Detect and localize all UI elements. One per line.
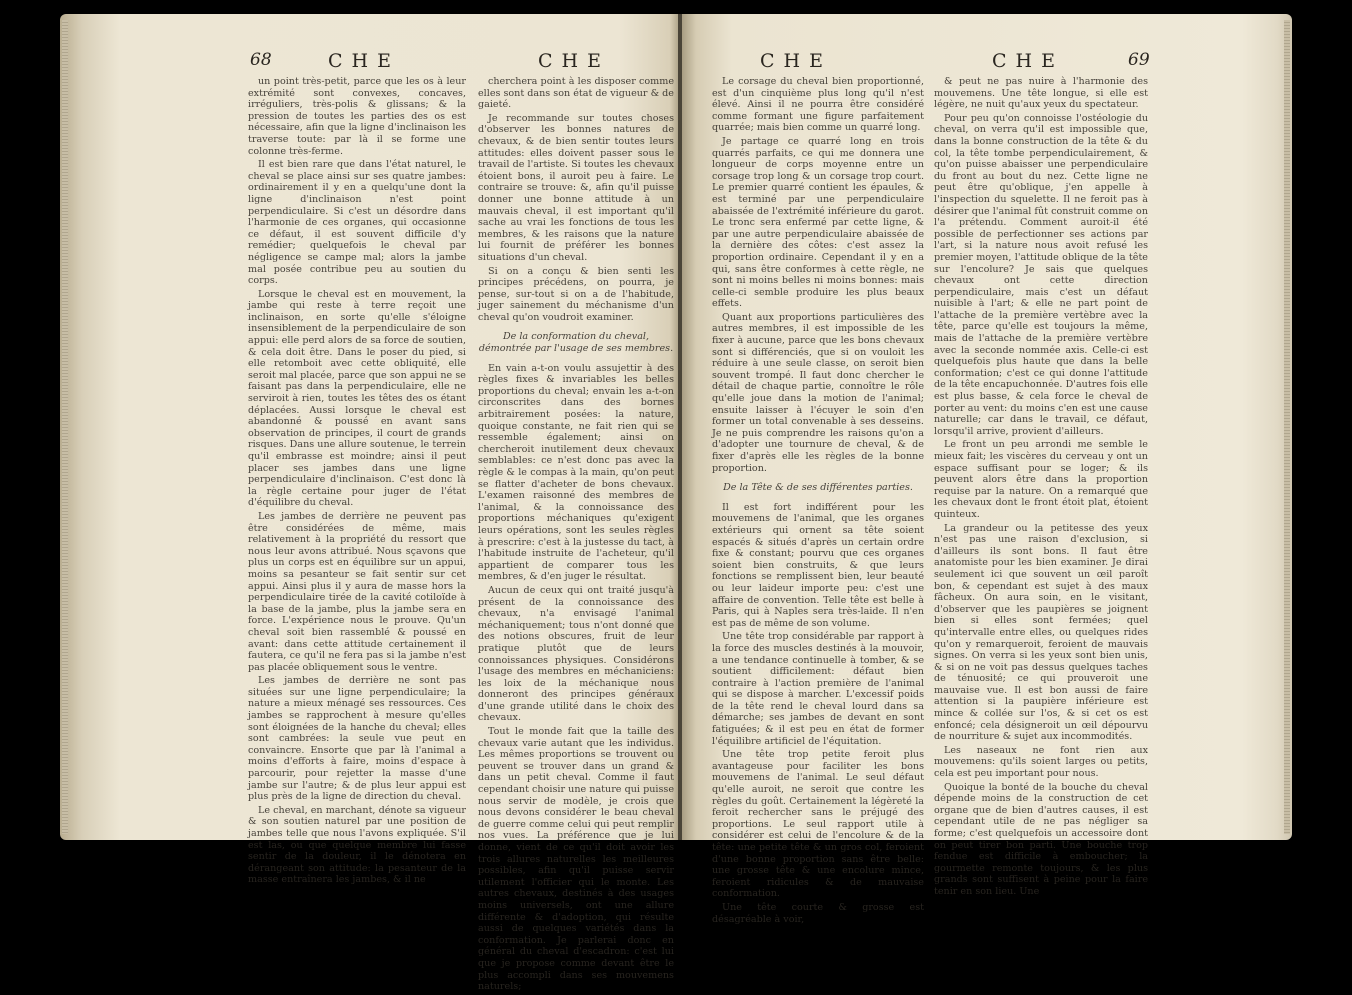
left-column-1 [248,76,466,888]
paragraph: cherchera point à les disposer comme elles sont dans son état de vigueur & de gaieté. [478,76,674,111]
paragraph: Une tête trop considérable par rapport à la force des muscles destinés à la mouvoir, a une tendance continuelle à tomber, & se soutient difficilement: défaut bien contraire à l'action première de l'animal qui se dispose à marcher. L'excessif poids de la tête rend le cheval lourd dans sa démarche; ses jambes de devant en sont fatiguées; & il est peu en état de former l'équilibre artificiel de l'équitation. [712,631,924,747]
paragraph: Une tête courte & grosse est désagréable à voir, [712,901,924,925]
paragraph: & peut ne pas nuire à l'harmonie des mouvemens. Une tête longue, si elle est légère, ne nuit qu'aux yeux du spectateur. [934,76,1148,111]
paragraph: Les jambes de derrière ne peuvent pas être considérées de même, mais relativement à la propriété du ressort que nous leur avons attribué. Nous sçavons que plus un corps est en équilibre sur un appui, moins sa pesanteur se fait sentir sur cet appui. Ainsi plus il y aura de masse hors la perpendiculaire tirée de la cavité cotiloïde à la base de la jambe, plus la jambe sera en force. L'expérience nous le prouve. Qu'un cheval soit bien rassemblé & poussé en avant: dans cette attitude certainement il fautera, ce qu'il ne fera pas si la jambe n'est pas placée obliquement sous le ventre. [248,510,466,673]
section-heading: De la conformation du cheval, démontrée par l'usage de ses membres. [478,331,674,355]
paragraph: Lorsque le cheval est en mouvement, la jambe qui reste à terre reçoit une inclinaison, en sorte qu'elle s'éloigne insensiblement de la perpendiculaire de son appui: elle perd alors de sa force de soutien, & cela doit être. Dans le poser du pied, si elle retomboit avec cette obliquité, elle seroit mal placée, parce que son appui ne se faisant pas dans la perpendiculaire, elle ne serviroit à rien, toutes les têtes des os étant déplacées. Aussi lorsque le cheval est abandonné & poussé en avant sans observation de principes, il court de grands risques. Dans une allure soutenue, le terrein qu'il embrasse est moindre; ainsi il peut placer ses jambes dans une ligne perpendiculaire d'inclinaison. C'est donc là la règle certaine pour juger de l'état d'équilibre du cheval. [248,288,466,509]
paragraph: un point très-petit, parce que les os à leur extrémité sont convexes, concaves, irréguliers, très-polis & glissans; & la pression de toutes les parties des os est nécessaire, afin que la ligne d'inclinaison les traverse toute: par là il se forme une colonne très-ferme. [248,76,466,157]
right-running-head: CHE [760,50,832,72]
right-page-number: 69 [1128,50,1150,70]
paragraph: Aucun de ceux qui ont traité jusqu'à présent de la connoissance des chevaux, n'a envisagé l'animal méchaniquement; tous n'ont donné que des notions obscures, fruit de leur pratique plutôt que de leurs connoissances physiques. Considérons l'usage des membres en méchaniciens: les loix de la méchanique nous donneront des principes généraux d'une grande utilité dans le choix des chevaux. [478,584,674,724]
open-book [60,14,1292,993]
paragraph: Il est fort indifférent pour les mouvemens de l'animal, que les organes extérieurs qui ornent sa tête soient espacés & situés d'après un certain ordre fixe & constant; pourvu que ces organes soient bien construits, & que leurs fonctions se remplissent bien, leur beauté ou leur laideur importe peu: c'est une affaire de convention. Telle tête est belle à Paris, qui à Naples sera très-laide. Il n'en est pas de même de son volume. [712,501,924,629]
paragraph: Les jambes de derrière ne sont pas situées sur une ligne perpendiculaire; la nature a mieux ménagé ses ressources. Ces jambes se rapprochent à mesure qu'elles sont éloignées de la hanche du cheval; elles sont cambrées: la seule vue peut en convaincre. Ensorte que par là l'animal a moins d'efforts à faire, moins d'espace à parcourir, pour rejetter la masse d'une jambe sur l'autre; & de plus leur appui est plus près de la ligne de direction du cheval. [248,675,466,803]
paragraph: Le front un peu arrondi me semble le mieux fait; les viscères du cerveau y ont un espace suffisant pour se loger; & ils peuvent alors être dans la proportion requise par la nature. On a remarqué que les chevaux dont le front étoit plat, étoient quinteux. [934,439,1148,520]
left-running-head-2: CHE [538,50,610,72]
right-running-head-2: CHE [992,50,1064,72]
right-page-edge [1284,20,1290,834]
paragraph: Si on a conçu & bien senti les principes précédens, on pourra, je pense, sur-tout si on a de l'habitude, juger sainement du méchanisme d'un cheval qu'on voudroit examiner. [478,265,674,323]
left-page [60,14,680,993]
paragraph: Il est bien rare que dans l'état naturel, le cheval se place ainsi sur ses quatre jambes: ordinairement il y en a quelqu'une dont la ligne d'inclinaison n'est point perpendiculaire. Si c'est un désordre dans l'harmonie de ces organes, qui occasionne ce défaut, il est souvent difficile d'y remédier; quelquefois le cheval par négligence se campe mal; alors la jambe mal posée contribue peu au soutien du corps. [248,159,466,287]
paragraph: En vain a-t-on voulu assujettir à des règles fixes & invariables les belles proportions du cheval; envain les a-t-on circonscrites dans des bornes arbitrairement posées: la nature, quoique constante, ne fait rien qui se ressemble également; ainsi on chercheroit inutilement deux chevaux semblables: ce n'est donc pas avec la règle & le compas à la main, qu'on peut se flatter d'acheter de bons chevaux. L'examen raisonné des membres de l'animal, & la connoissance des proportions méchaniques qu'exigent leurs opérations, sont les seules règles à prescrire: c'est à la justesse du tact, à l'habitude instruite de l'acheteur, qu'il appartient de comparer tous les membres, & d'en juger le résultat. [478,362,674,583]
paragraph: Quant aux proportions particulières des autres membres, il est impossible de les fixer à aucune, parce que les bons chevaux sont si différenciés, que si on vouloit les réduire à une seule classe, on seroit bien souvent trompé. Il faut donc chercher le détail de chaque partie, connoître le rôle qu'elle joue dans la motion de l'animal; ensuite laisser à l'écuyer le soin d'en former un total convenable à ses desseins. Je ne puis comprendre les raisons qu'on a d'adopter une tournure de cheval, & de fixer d'après elle les règles de la bonne proportion. [712,311,924,474]
paragraph: Les naseaux ne font rien aux mouvemens: qu'ils soient larges ou petits, cela est peu important pour nous. [934,744,1148,780]
paragraph: Une tête trop petite feroit plus avantageuse pour faciliter les bons mouvemens de l'animal. Le seul défaut qu'elle auroit, ne seroit que contre les règles du goût. Certainement la légèreté la feroit rechercher sans le préjugé des proportions. Le seul rapport utile à considérer est celui de l'encolure & de la tête: une petite tête & un gros col, feroient d'une bonne proportion sans être belle: une grosse tête & une encolure mince, feroient ridicules & de mauvaise conformation. [712,749,924,900]
paragraph: Tout le monde fait que la taille des chevaux varie autant que les individus. Les mêmes proportions se trouvent ou peuvent se trouver dans un grand & dans un petit cheval. Comme il faut cependant choisir une nature qui puisse nous servir de modèle, je crois que nous devons considérer le beau cheval de guerre comme celui qui peut remplir nos vues. La préférence que je lui donne, vient de ce qu'il doit avoir les trois allures naturelles les meilleures possibles, afin qu'il puisse servir utilement l'officier qui le monte. Les autres chevaux, destinés à des usages moins universels, ont une allure différente & d'adoption, qui résulte aussi de quelques variétés dans la conformation. Je parlerai donc en général du cheval d'escadron: c'est lui que je propose comme devant être le plus accompli dans ses mouvemens naturels; [478,726,674,993]
left-page-edge [62,20,68,834]
paragraph: Je recommande sur toutes choses d'observer les bonnes natures de chevaux, & de bien sentir toutes leurs attitudes: elles doivent passer sous le travail de l'artiste. Si toutes les chevaux étoient bons, il auroit peu à faire. Le contraire se trouve: &, afin qu'il puisse donner une bonne attitude à un mauvais cheval, il est important qu'il sache au vrai les fonctions de tous les membres, & les raisons que la nature lui fournit de préférer les bonnes situations d'un cheval. [478,112,674,263]
right-column-1 [712,76,924,927]
paragraph: Quoique la bonté de la bouche du cheval dépende moins de la construction de cet organe que de bien d'autres causes, il est cependant utile de ne pas négliger sa forme; c'est quelquefois un accessoire dont on peut tirer bon parti. Une bouche trop fendue est difficile à emboucher; la gourmette remonte toujours, & les plus grands sont suffisent à peine pour la faire tenir en son lieu. Une [934,781,1148,897]
paragraph: Pour peu qu'on connoisse l'ostéologie du cheval, on verra qu'il est impossible que, dans la bonne construction de la tête & du col, la tête tombe perpendiculairement, & qu'on puisse abaisser une perpendiculaire du front au bout du nez. Cette ligne ne peut être qu'oblique, j'en appelle à l'inspection du squelette. Il ne feroit pas à désirer que l'animal fût construit comme on l'a prétendu. Comment auroit-il été possible de perfectionner ses actions par l'art, si la nature nous avoit refusé les premier moyen, l'attitude oblique de la tête sur l'encolure? Je sais que quelques chevaux ont cette direction perpendiculaire, mais c'est un défaut nuisible à l'art; & elle ne part point de l'attache de la première vertèbre avec la tête, parce qu'elle est toujours la même, mais de l'attache de la première vertèbre avec la seconde nommée axis. Celle-ci est quelquefois plus haute que dans la belle conformation; c'est ce qui donne l'attitude de la tête encapuchonnée. D'autres fois elle est plus basse, & cela force le cheval de porter au vent: du moins c'en est une cause naturelle; car dans le travail, ce défaut, lorsqu'il arrive, provient d'ailleurs. [934,112,1148,437]
paragraph: La grandeur ou la petitesse des yeux n'est pas une raison d'exclusion, si d'ailleurs ils sont bons. Il faut être anatomiste pour les bien examiner. Je dirai seulement ici que souvent un œil paroît bon, & cependant est sujet à des maux fâcheux. On aura soin, en le visitant, d'observer que les paupières se joignent bien si elles sont fermées; quel qu'intervalle entre elles, ou quelques rides qu'on y remarqueroit, feroient de mauvais signes. On verra si les yeux sont bien unis, & si on ne voit pas dessus quelques taches de ténuosité; ce qui prouveroit une mauvaise vue. Il est bon aussi de faire attention si la paupière inférieure est mince & collée sur l'os, & si cet os est enfoncé; cela désigneroit un œil dépourvu de nourriture & sujet aux incommodités. [934,522,1148,743]
left-column-2 [478,76,674,995]
left-page-number: 68 [250,50,272,70]
section-heading: De la Tête & de ses différentes parties. [723,482,913,494]
left-running-head: CHE [328,50,400,72]
paragraph: Je partage ce quarré long en trois quarrés parfaits, ce qui me donnera une longueur de corps moyenne entre un corsage trop long & un corsage trop court. Le premier quarré contient les épaules, & est terminé par une perpendiculaire abaissée de l'extrémité inférieure du garot. Le tronc sera enfermé par cette ligne, & par une autre perpendiculaire abaissée de la dernière des côtes: c'est assez la proportion ordinaire. Cependant il y en a qui, sans être conformes à cette règle, ne sont ni moins belles ni moins bonnes: mais celle-ci semble produire les plus beaux effets. [712,135,924,310]
right-column-2 [934,76,1148,900]
paragraph: Le cheval, en marchant, dénote sa vigueur & son soutien naturel par une position de jambes telle que nous l'avons expliquée. S'il est las, ou que quelque membre lui fasse sentir de la douleur, il le dénotera en dérangeant son attitude: la pesanteur de la masse entraînera les jambes, & il ne [248,804,466,886]
right-page [682,14,1292,925]
paragraph: Le corsage du cheval bien proportionné, est d'un cinquième plus long qu'il n'est élevé. Ainsi il ne pourra être considéré comme formant une figure parfaitement quarrée; mais bien comme un quarré long. [712,76,924,134]
